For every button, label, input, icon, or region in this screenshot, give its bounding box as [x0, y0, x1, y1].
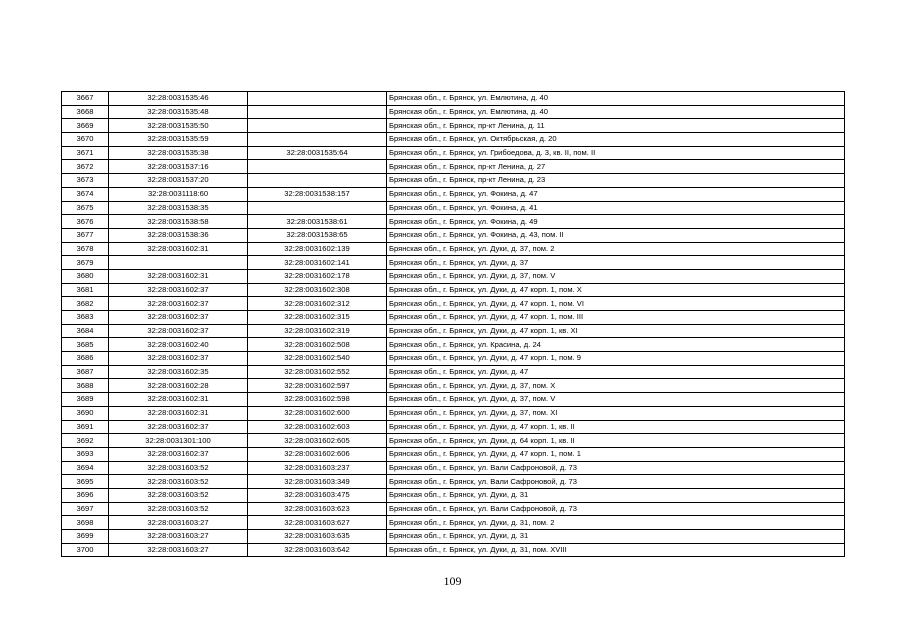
row-number-cell: 3681 — [62, 283, 109, 297]
cadastral-number-cell: 32:28:0031602:37 — [109, 420, 248, 434]
table-row — [62, 488, 845, 502]
related-cadastral-number-cell: 32:28:0031602:598 — [248, 393, 387, 407]
address-cell: Брянская обл., г. Брянск, пр-кт Ленина, д. 27 — [387, 160, 845, 174]
row-number-cell: 3676 — [62, 215, 109, 229]
cadastral-number-cell: 32:28:0031118:60 — [109, 187, 248, 201]
table-row — [62, 461, 845, 475]
row-number-cell: 3675 — [62, 201, 109, 215]
address-cell: Брянская обл., г. Брянск, пр-кт Ленина, д. 11 — [387, 119, 845, 133]
table-row — [62, 530, 845, 544]
address-cell: Брянская обл., г. Брянск, ул. Дуки, д. 31 — [387, 530, 845, 544]
cadastral-number-cell: 32:28:0031535:48 — [109, 105, 248, 119]
cadastral-number-cell: 32:28:0031602:37 — [109, 447, 248, 461]
table-row — [62, 187, 845, 201]
row-number-cell: 3667 — [62, 92, 109, 106]
cadastral-number-cell: 32:28:0031603:27 — [109, 543, 248, 557]
cadastral-number-cell: 32:28:0031602:31 — [109, 269, 248, 283]
related-cadastral-number-cell: 32:28:0031603:237 — [248, 461, 387, 475]
cadastral-number-cell: 32:28:0031602:28 — [109, 379, 248, 393]
cadastral-number-cell: 32:28:0031602:31 — [109, 406, 248, 420]
row-number-cell: 3693 — [62, 447, 109, 461]
table-row — [62, 119, 845, 133]
property-table — [61, 91, 845, 557]
related-cadastral-number-cell: 32:28:0031602:597 — [248, 379, 387, 393]
related-cadastral-number-cell: 32:28:0031602:600 — [248, 406, 387, 420]
cadastral-number-cell: 32:28:0031602:31 — [109, 393, 248, 407]
cadastral-number-cell: 32:28:0031537:16 — [109, 160, 248, 174]
related-cadastral-number-cell: 32:28:0031602:606 — [248, 447, 387, 461]
row-number-cell: 3684 — [62, 324, 109, 338]
table-row — [62, 215, 845, 229]
address-cell: Брянская обл., г. Брянск, ул. Дуки, д. 47 корп. 1, пом. X — [387, 283, 845, 297]
cadastral-number-cell: 32:28:0031602:37 — [109, 352, 248, 366]
row-number-cell: 3669 — [62, 119, 109, 133]
cadastral-number-cell: 32:28:0031603:52 — [109, 502, 248, 516]
address-cell: Брянская обл., г. Брянск, ул. Емлютина, д. 40 — [387, 105, 845, 119]
row-number-cell: 3685 — [62, 338, 109, 352]
address-cell: Брянская обл., г. Брянск, ул. Фокина, д. 49 — [387, 215, 845, 229]
cadastral-number-cell: 32:28:0031602:37 — [109, 324, 248, 338]
row-number-cell: 3696 — [62, 488, 109, 502]
row-number-cell: 3683 — [62, 311, 109, 325]
cadastral-number-cell: 32:28:0031535:46 — [109, 92, 248, 106]
table-row — [62, 311, 845, 325]
address-cell: Брянская обл., г. Брянск, ул. Дуки, д. 37, пом. V — [387, 393, 845, 407]
cadastral-number-cell: 32:28:0031538:58 — [109, 215, 248, 229]
address-cell: Брянская обл., г. Брянск, ул. Красина, д. 24 — [387, 338, 845, 352]
address-cell: Брянская обл., г. Брянск, ул. Дуки, д. 37 — [387, 256, 845, 270]
related-cadastral-number-cell: 32:28:0031602:312 — [248, 297, 387, 311]
table-row — [62, 146, 845, 160]
cadastral-number-cell: 32:28:0031602:40 — [109, 338, 248, 352]
table-row — [62, 174, 845, 188]
address-cell: Брянская обл., г. Брянск, ул. Вали Сафроновой, д. 73 — [387, 502, 845, 516]
cadastral-number-cell: 32:28:0031602:35 — [109, 365, 248, 379]
address-cell: Брянская обл., г. Брянск, ул. Дуки, д. 37, пом. X — [387, 379, 845, 393]
related-cadastral-number-cell — [248, 160, 387, 174]
address-cell: Брянская обл., г. Брянск, ул. Емлютина, д. 40 — [387, 92, 845, 106]
address-cell: Брянская обл., г. Брянск, ул. Дуки, д. 37, пом. 2 — [387, 242, 845, 256]
table-row — [62, 133, 845, 147]
related-cadastral-number-cell — [248, 133, 387, 147]
address-cell: Брянская обл., г. Брянск, ул. Фокина, д. 41 — [387, 201, 845, 215]
row-number-cell: 3673 — [62, 174, 109, 188]
address-cell: Брянская обл., г. Брянск, ул. Дуки, д. 31 — [387, 488, 845, 502]
row-number-cell: 3686 — [62, 352, 109, 366]
row-number-cell: 3689 — [62, 393, 109, 407]
related-cadastral-number-cell: 32:28:0031603:635 — [248, 530, 387, 544]
table-row — [62, 502, 845, 516]
address-cell: Брянская обл., г. Брянск, ул. Дуки, д. 47 корп. 1, пом. 9 — [387, 352, 845, 366]
address-cell: Брянская обл., г. Брянск, ул. Вали Сафроновой, д. 73 — [387, 461, 845, 475]
address-cell: Брянская обл., г. Брянск, ул. Дуки, д. 37, пом. V — [387, 269, 845, 283]
row-number-cell: 3677 — [62, 228, 109, 242]
related-cadastral-number-cell: 32:28:0031603:349 — [248, 475, 387, 489]
row-number-cell: 3679 — [62, 256, 109, 270]
cadastral-number-cell: 32:28:0031602:31 — [109, 242, 248, 256]
row-number-cell: 3695 — [62, 475, 109, 489]
row-number-cell: 3668 — [62, 105, 109, 119]
row-number-cell: 3678 — [62, 242, 109, 256]
page-number: 109 — [443, 574, 462, 588]
address-cell: Брянская обл., г. Брянск, ул. Дуки, д. 31, пом. XVIII — [387, 543, 845, 557]
address-cell: Брянская обл., г. Брянск, ул. Грибоедова, д. 3, кв. II, пом. II — [387, 146, 845, 160]
related-cadastral-number-cell: 32:28:0031602:308 — [248, 283, 387, 297]
cadastral-number-cell — [109, 256, 248, 270]
related-cadastral-number-cell: 32:28:0031603:642 — [248, 543, 387, 557]
row-number-cell: 3687 — [62, 365, 109, 379]
address-cell: Брянская обл., г. Брянск, ул. Дуки, д. 47 — [387, 365, 845, 379]
row-number-cell: 3688 — [62, 379, 109, 393]
table-row — [62, 434, 845, 448]
table-row — [62, 379, 845, 393]
address-cell: Брянская обл., г. Брянск, ул. Фокина, д. 47 — [387, 187, 845, 201]
related-cadastral-number-cell: 32:28:0031602:552 — [248, 365, 387, 379]
row-number-cell: 3692 — [62, 434, 109, 448]
related-cadastral-number-cell: 32:28:0031535:64 — [248, 146, 387, 160]
row-number-cell: 3670 — [62, 133, 109, 147]
related-cadastral-number-cell — [248, 119, 387, 133]
address-cell: Брянская обл., г. Брянск, пр-кт Ленина, д. 23 — [387, 174, 845, 188]
table-row — [62, 420, 845, 434]
row-number-cell: 3672 — [62, 160, 109, 174]
cadastral-number-cell: 32:28:0031535:50 — [109, 119, 248, 133]
address-cell: Брянская обл., г. Брянск, ул. Фокина, д. 43, пом. II — [387, 228, 845, 242]
related-cadastral-number-cell — [248, 92, 387, 106]
address-cell: Брянская обл., г. Брянск, ул. Октябрьская, д. 20 — [387, 133, 845, 147]
row-number-cell: 3671 — [62, 146, 109, 160]
related-cadastral-number-cell: 32:28:0031602:540 — [248, 352, 387, 366]
table-row — [62, 475, 845, 489]
address-cell: Брянская обл., г. Брянск, ул. Вали Сафроновой, д. 73 — [387, 475, 845, 489]
address-cell: Брянская обл., г. Брянск, ул. Дуки, д. 47 корп. 1, пом. VI — [387, 297, 845, 311]
cadastral-number-cell: 32:28:0031602:37 — [109, 283, 248, 297]
row-number-cell: 3691 — [62, 420, 109, 434]
related-cadastral-number-cell: 32:28:0031538:61 — [248, 215, 387, 229]
related-cadastral-number-cell — [248, 201, 387, 215]
table-row — [62, 283, 845, 297]
related-cadastral-number-cell: 32:28:0031603:627 — [248, 516, 387, 530]
related-cadastral-number-cell: 32:28:0031538:65 — [248, 228, 387, 242]
address-cell: Брянская обл., г. Брянск, ул. Дуки, д. 37, пом. XI — [387, 406, 845, 420]
related-cadastral-number-cell: 32:28:0031603:623 — [248, 502, 387, 516]
cadastral-number-cell: 32:28:0031535:38 — [109, 146, 248, 160]
related-cadastral-number-cell: 32:28:0031603:475 — [248, 488, 387, 502]
address-cell: Брянская обл., г. Брянск, ул. Дуки, д. 47 корп. 1, кв. II — [387, 420, 845, 434]
table-row — [62, 201, 845, 215]
address-cell: Брянская обл., г. Брянск, ул. Дуки, д. 47 корп. 1, кв. XI — [387, 324, 845, 338]
related-cadastral-number-cell: 32:28:0031602:315 — [248, 311, 387, 325]
row-number-cell: 3682 — [62, 297, 109, 311]
related-cadastral-number-cell — [248, 105, 387, 119]
table-row — [62, 92, 845, 106]
address-cell: Брянская обл., г. Брянск, ул. Дуки, д. 47 корп. 1, пом. III — [387, 311, 845, 325]
table-row — [62, 105, 845, 119]
address-cell: Брянская обл., г. Брянск, ул. Дуки, д. 47 корп. 1, пом. 1 — [387, 447, 845, 461]
related-cadastral-number-cell: 32:28:0031602:178 — [248, 269, 387, 283]
address-cell: Брянская обл., г. Брянск, ул. Дуки, д. 31, пом. 2 — [387, 516, 845, 530]
table-row — [62, 447, 845, 461]
table-row — [62, 160, 845, 174]
table-row — [62, 324, 845, 338]
table-row — [62, 228, 845, 242]
table-row — [62, 269, 845, 283]
related-cadastral-number-cell: 32:28:0031538:157 — [248, 187, 387, 201]
table-row — [62, 393, 845, 407]
cadastral-number-cell: 32:28:0031603:27 — [109, 530, 248, 544]
address-cell: Брянская обл., г. Брянск, ул. Дуки, д. 64 корп. 1, кв. II — [387, 434, 845, 448]
row-number-cell: 3690 — [62, 406, 109, 420]
row-number-cell: 3694 — [62, 461, 109, 475]
table-row — [62, 406, 845, 420]
cadastral-number-cell: 32:28:0031603:27 — [109, 516, 248, 530]
property-table-body — [62, 92, 845, 557]
related-cadastral-number-cell — [248, 174, 387, 188]
cadastral-number-cell: 32:28:0031538:35 — [109, 201, 248, 215]
related-cadastral-number-cell: 32:28:0031602:319 — [248, 324, 387, 338]
table-row — [62, 297, 845, 311]
cadastral-number-cell: 32:28:0031537:20 — [109, 174, 248, 188]
cadastral-number-cell: 32:28:0031301:100 — [109, 434, 248, 448]
row-number-cell: 3698 — [62, 516, 109, 530]
cadastral-number-cell: 32:28:0031603:52 — [109, 461, 248, 475]
cadastral-number-cell: 32:28:0031603:52 — [109, 488, 248, 502]
cadastral-number-cell: 32:28:0031602:37 — [109, 311, 248, 325]
row-number-cell: 3674 — [62, 187, 109, 201]
related-cadastral-number-cell: 32:28:0031602:139 — [248, 242, 387, 256]
row-number-cell: 3699 — [62, 530, 109, 544]
cadastral-number-cell: 32:28:0031538:36 — [109, 228, 248, 242]
table-row — [62, 256, 845, 270]
row-number-cell: 3697 — [62, 502, 109, 516]
cadastral-number-cell: 32:28:0031535:59 — [109, 133, 248, 147]
related-cadastral-number-cell: 32:28:0031602:605 — [248, 434, 387, 448]
table-row — [62, 352, 845, 366]
table-row — [62, 365, 845, 379]
table-row — [62, 338, 845, 352]
row-number-cell: 3700 — [62, 543, 109, 557]
related-cadastral-number-cell: 32:28:0031602:508 — [248, 338, 387, 352]
related-cadastral-number-cell: 32:28:0031602:603 — [248, 420, 387, 434]
table-row — [62, 242, 845, 256]
cadastral-number-cell: 32:28:0031603:52 — [109, 475, 248, 489]
row-number-cell: 3680 — [62, 269, 109, 283]
related-cadastral-number-cell: 32:28:0031602:141 — [248, 256, 387, 270]
table-row — [62, 543, 845, 557]
cadastral-number-cell: 32:28:0031602:37 — [109, 297, 248, 311]
table-row — [62, 516, 845, 530]
